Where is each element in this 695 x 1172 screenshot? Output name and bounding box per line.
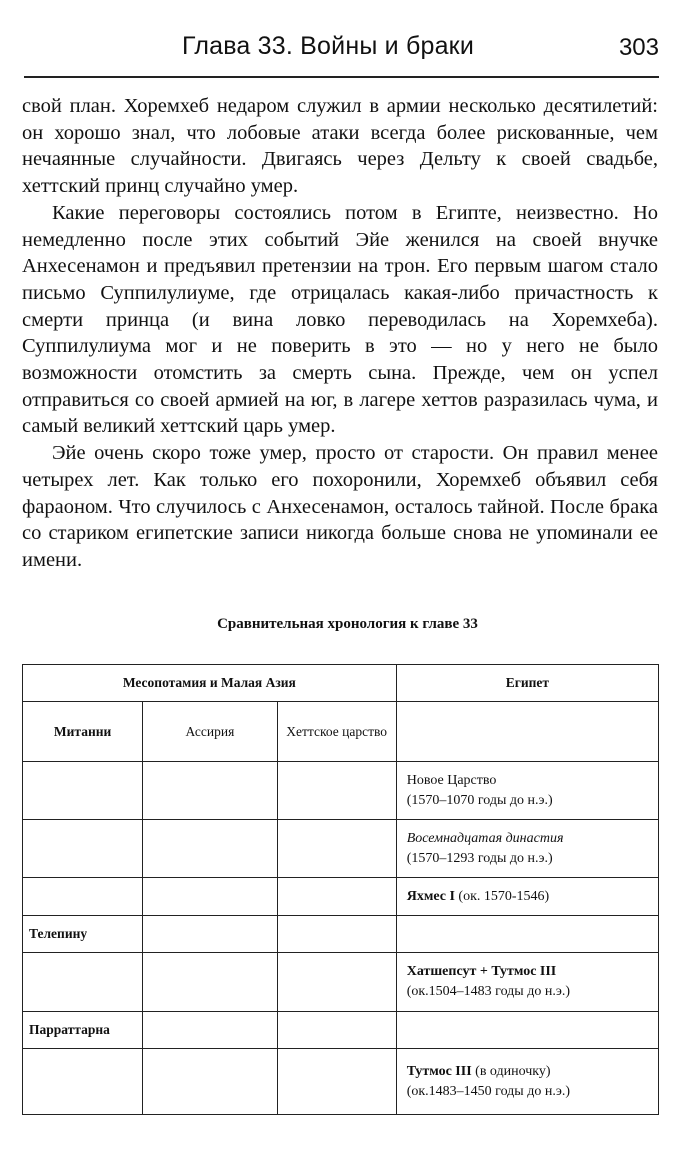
table-row (23, 916, 659, 953)
table-row (23, 762, 659, 820)
egypt-cell (396, 820, 658, 878)
thutmose-iii-note: (в одиночку) (471, 1063, 551, 1079)
page-header (24, 30, 659, 78)
parrattarna-cell: Парраттарна (23, 1012, 143, 1049)
header-mesopotamia: Месопотамия и Малая Азия (23, 665, 397, 702)
egypt-cell (396, 762, 658, 820)
table-caption: Сравнительная хронология к главе 33 (217, 616, 478, 632)
table-row (23, 878, 659, 916)
thutmose-iii-name: Тутмос III (406, 1063, 472, 1079)
ahmose-name: Яхмес I (406, 888, 455, 904)
table-row (23, 1012, 659, 1049)
thutmose-iii-dates: (ок.1483–1450 годы до н.э.) (406, 1083, 570, 1099)
new-kingdom-dates: (1570–1070 годы до н.э.) (406, 792, 553, 808)
header-hittite: Хеттское царство (277, 702, 396, 762)
table-row (23, 1049, 659, 1115)
telepinu-cell: Телепину (23, 916, 143, 953)
egypt-cell (396, 878, 658, 916)
paragraph-2: Какие переговоры состоялись потом в Египте, неизвестно. Но немедленно после этих событий Эйе женился на своей внучке Анхесенамон и предъявил претензии на трон. Его первым шагом стало письмо Суппилулиуме, где отрицалась какая-либо причастность к смерти принца (и вина ловко переводилась на Хоремхеба). Суппилулиума мог и не поверить в это — но у него не было возможности отомстить за смерть сына. Прежде, чем он успел отправиться со своей армией на юг, в лагере хеттов разразилась чума, и самый великий хеттский царь умер. (22, 201, 658, 438)
header-egypt-blank (396, 702, 658, 762)
table-subheader-row (23, 702, 659, 762)
table-row (23, 820, 659, 878)
page-number: 303 (618, 34, 659, 61)
header-mitanni: Митанни (23, 702, 143, 762)
body-text (22, 93, 658, 574)
table-row (23, 953, 659, 1012)
chapter-title: Глава 33. Войны и браки (182, 32, 474, 60)
ahmose-dates: (ок. 1570-1546) (454, 888, 550, 904)
header-assyria: Ассирия (143, 702, 277, 762)
new-kingdom: Новое Царство (406, 772, 497, 788)
paragraph-1: свой план. Хоремхеб недаром служил в армии несколько десятилетий: он хорошо знал, что лобовые атаки всегда более рискованные, чем нечаянные случайности. Двигаясь через Дельту к своей свадьбе, хеттский принц случайно умер. (22, 95, 658, 198)
eighteenth-dynasty: Восемнадцатая династия (406, 830, 564, 846)
hatshepsut-thutmose: Хатшепсут + Тутмос III (406, 964, 557, 979)
egypt-cell (396, 1049, 658, 1115)
hatshepsut-dates: (ок.1504–1483 годы до н.э.) (406, 984, 570, 999)
paragraph-3: Эйе очень скоро тоже умер, просто от старости. Он правил менее четырех лет. Как только его похоронили, Хоремхеб объявил себя фараоном. Что случилось с Анхесенамон, осталось тайной. После брака со стариком египетские записи никогда больше снова не упоминали ее имени. (22, 442, 658, 571)
header-egypt: Египет (396, 665, 658, 702)
egypt-cell (396, 953, 658, 1012)
chronology-table (22, 664, 659, 1115)
table-header-row (23, 665, 659, 702)
eighteenth-dynasty-dates: (1570–1293 годы до н.э.) (406, 850, 553, 866)
